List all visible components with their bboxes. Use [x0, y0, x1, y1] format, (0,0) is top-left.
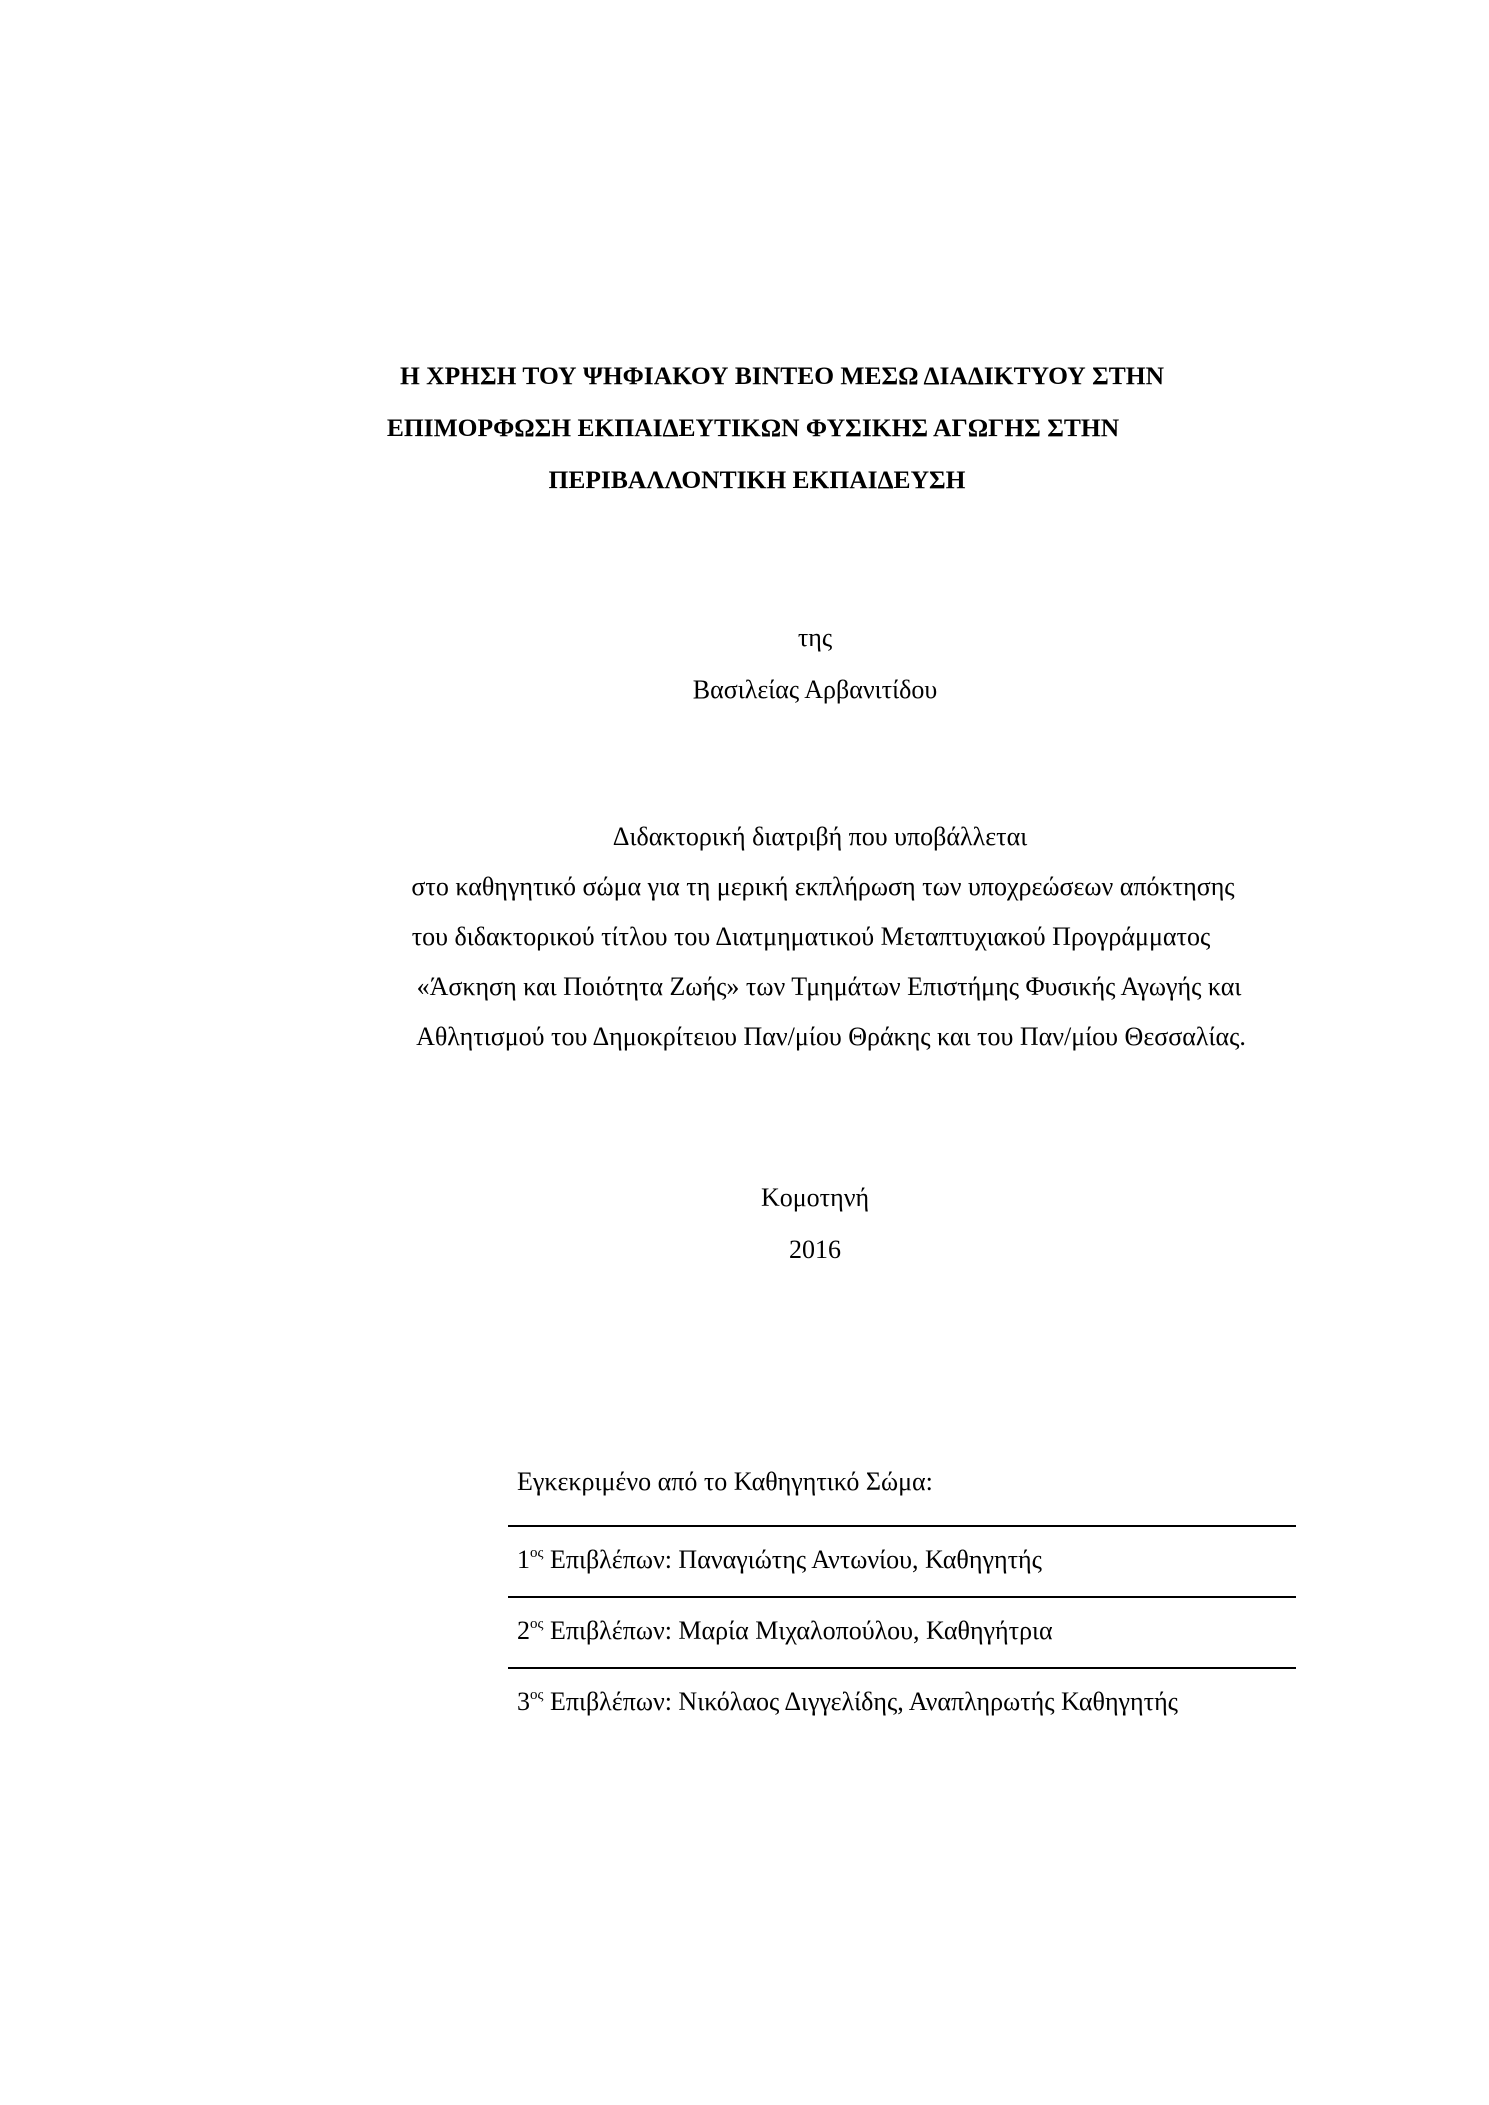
statement-line: του διδακτορικού τίτλου του Διατμηματικού Μεταπτυχιακού Προγράμματος: [411, 922, 1211, 951]
member-text: Επιβλέπων: Μαρία Μιχαλοπούλου, Καθηγήτρια: [543, 1616, 1053, 1645]
member-number: 3: [517, 1687, 530, 1716]
member-text: Επιβλέπων: Νικόλαος Διγγελίδης, Αναπληρωτής Καθηγητής: [543, 1687, 1178, 1716]
member-ordinal: ος: [530, 1687, 544, 1703]
thesis-title-line: ΠΕΡΙΒΑΛΛΟΝΤΙΚΗ ΕΚΠΑΙΔΕΥΣΗ: [548, 465, 966, 494]
committee-list: [508, 1525, 1296, 1738]
committee-member: [508, 1525, 1296, 1596]
thesis-title-line: Η ΧΡΗΣΗ ΤΟΥ ΨΗΦΙΑΚΟΥ ΒΙΝΤΕΟ ΜΕΣΩ ΔΙΑΔΙΚΤΥΟΥ ΣΤΗΝ: [399, 361, 1165, 390]
year: 2016: [789, 1235, 841, 1264]
author-block: [320, 612, 1310, 716]
member-text: Επιβλέπων: Παναγιώτης Αντωνίου, Καθηγητής: [543, 1545, 1042, 1574]
statement-line: «Άσκηση και Ποιότητα Ζωής» των Τμημάτων Επιστήμης Φυσικής Αγωγής και: [416, 972, 1242, 1001]
thesis-title-line: ΕΠΙΜΟΡΦΩΣΗ ΕΚΠΑΙΔΕΥΤΙΚΩΝ ΦΥΣΙΚΗΣ ΑΓΩΓΗΣ ΣΤΗΝ: [386, 413, 1120, 442]
author-name: Βασιλείας Αρβανιτίδου: [692, 675, 938, 704]
place-and-year: [320, 1172, 1310, 1276]
member-ordinal: ος: [530, 1616, 544, 1632]
committee-member: [508, 1596, 1296, 1667]
statement-line: στο καθηγητικό σώμα για τη μερική εκπλήρωση των υποχρεώσεων απόκτησης: [411, 872, 1235, 901]
approval-heading: Εγκεκριμένο από το Καθηγητικό Σώμα:: [517, 1467, 933, 1496]
member-number: 1: [517, 1545, 530, 1574]
thesis-title: [250, 350, 1250, 506]
statement-line: Διδακτορική διατριβή που υποβάλλεται: [612, 822, 1028, 851]
author-prefix: της: [797, 623, 833, 652]
committee-member: [508, 1667, 1296, 1738]
member-number: 2: [517, 1616, 530, 1645]
submission-statement: [300, 812, 1340, 1062]
place: Κομοτηνή: [760, 1183, 870, 1212]
member-ordinal: ος: [530, 1545, 544, 1561]
statement-line: Αθλητισμού του Δημοκρίτειου Παν/μίου Θράκης και του Παν/μίου Θεσσαλίας.: [416, 1022, 1246, 1051]
